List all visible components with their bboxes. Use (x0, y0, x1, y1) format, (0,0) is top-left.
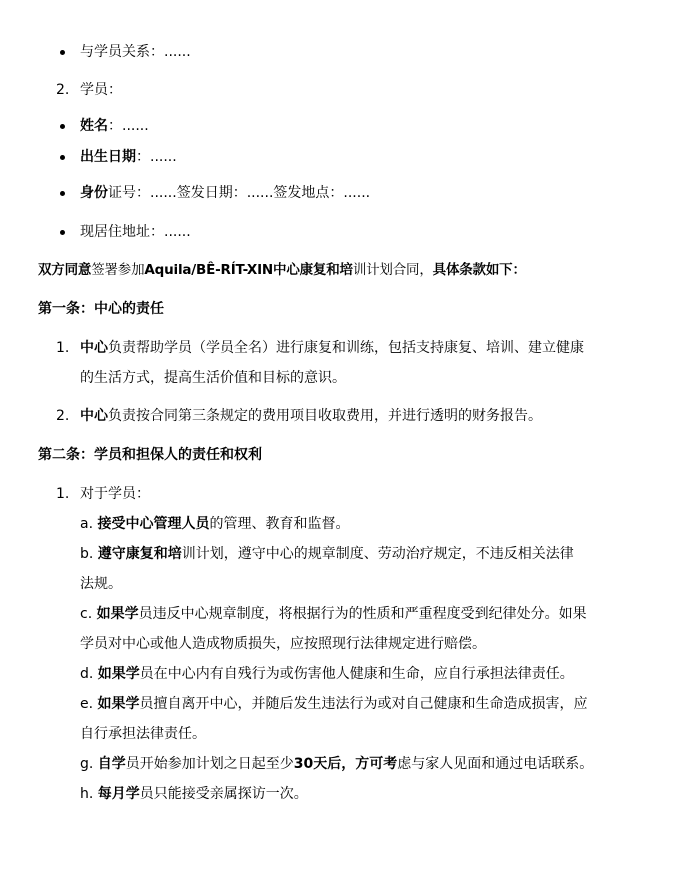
agreement-part2: 签署参加 (91, 262, 145, 278)
bullet-id (60, 191, 65, 196)
clause-c-bold: 如果学 (96, 606, 139, 622)
clause-e-bold: 如果学 (97, 696, 140, 712)
article1-title: 第一条：中心的责任 (38, 301, 164, 317)
name-line: 姓名：...... (80, 118, 149, 134)
agreement-part5: 具体条款如下： (432, 262, 526, 278)
article1-item1-number: 1. (56, 340, 70, 356)
clause-d-letter: d. (80, 666, 94, 682)
article1-item1-line2: 的生活方式，提高生活价值和目标的意识。 (80, 370, 346, 386)
article1-item2-bold: 中心 (80, 408, 108, 424)
clause-a-line (80, 514, 349, 534)
clause-g-line (80, 754, 593, 774)
clause-c-letter: c. (80, 606, 93, 622)
article1-item2-text1: 负责按合同第三条规定的费用项目收取费用，并进行透明的财务报告。 (108, 408, 542, 424)
issue-date-value: ...... (246, 185, 274, 201)
agreement-part3: Aquila/BÊ-RÍT-XIN中心康复和培 (144, 262, 353, 278)
clause-g-letter: g. (80, 756, 94, 772)
clause-e-line2: 自行承担法律责任。 (80, 726, 206, 742)
clause-b-bold: 遵守康复和培 (97, 546, 182, 562)
bullet-name (60, 124, 65, 129)
clause-c-text1: 员违反中心规章制度，将根据行为的性质和严重程度受到纪律处分。如果 (138, 606, 587, 622)
address-label: 现居住地址 (80, 224, 150, 240)
clause-g-bold1: 自学 (97, 756, 126, 772)
clause-c-line2: 学员对中心或他人造成物质损失，应按照现行法律规定进行赔偿。 (80, 636, 486, 652)
clause-d-bold: 如果学 (97, 666, 140, 682)
name-label: 姓名 (80, 118, 108, 134)
birth-line: 出生日期：...... (80, 149, 177, 165)
id-label-rest: 证号： (108, 185, 150, 201)
clause-e-text1: 员擅自离开中心，并随后发生违法行为或对自己健康和生命造成损害，应 (139, 696, 588, 712)
clause-d-line (80, 664, 574, 684)
id-value: ...... (150, 185, 177, 201)
relation-line: 与学员关系：...... (80, 44, 191, 60)
clause-g-text2: 虑与家人见面和通过电话联系。 (397, 756, 594, 772)
article2-item1-title: 对于学员： (80, 486, 150, 502)
student-section-number: 2. (56, 82, 70, 98)
article2-item1-number: 1. (56, 486, 70, 502)
agreement-part1: 双方同意 (38, 262, 92, 278)
student-section-title: 学员： (80, 82, 122, 98)
clause-h-bold: 每月学 (97, 786, 140, 802)
agreement-line (38, 260, 526, 280)
clause-b-line1 (80, 544, 574, 564)
clause-e-letter: e. (80, 696, 94, 712)
issue-place-value: ...... (343, 185, 371, 201)
bullet-address (60, 230, 65, 235)
id-line (80, 183, 370, 203)
clause-h-letter: h. (80, 786, 94, 802)
clause-g-text1: 员开始参加计划之日起至少 (125, 756, 294, 772)
address-value: ...... (164, 224, 191, 240)
clause-b-letter: b. (80, 546, 94, 562)
clause-c-line1 (80, 604, 587, 624)
clause-a-text: 的管理、教育和监督。 (209, 516, 350, 532)
clause-a-bold: 接受中心管理人员 (97, 516, 210, 532)
clause-h-line (80, 784, 308, 804)
birth-label: 出生日期 (80, 149, 136, 165)
article2-title: 第二条：学员和担保人的责任和权利 (38, 447, 262, 463)
relation-value: ...... (164, 44, 191, 60)
birth-value: ...... (150, 149, 177, 165)
clause-d-text: 员在中心内有自残行为或伤害他人健康和生命，应自行承担法律责任。 (139, 666, 574, 682)
bullet-birth (60, 155, 65, 160)
clause-h-text: 员只能接受亲属探访一次。 (139, 786, 308, 802)
issue-place-label: 签发地点： (273, 185, 344, 201)
issue-date-label: 签发日期： (176, 185, 247, 201)
article1-item1-text1: 负责帮助学员（学员全名）进行康复和训练，包括支持康复、培训、建立健康 (108, 340, 584, 356)
article1-item1-line1 (80, 338, 584, 358)
article1-item2-line1 (80, 406, 542, 426)
clause-b-text1: 训计划，遵守中心的规章制度、劳动治疗规定，不违反相关法律 (181, 546, 574, 562)
clause-b-line2: 法规。 (80, 576, 122, 592)
article1-item1-bold: 中心 (80, 340, 108, 356)
article1-item2-number: 2. (56, 408, 70, 424)
name-value: ...... (122, 118, 149, 134)
id-label-bold: 身份 (80, 185, 108, 201)
clause-e-line1 (80, 694, 588, 714)
address-line: 现居住地址：...... (80, 224, 191, 240)
clause-a-letter: a. (80, 516, 94, 532)
agreement-part4: 训计划合同， (352, 262, 433, 278)
clause-g-bold2: 30天后，方可考 (293, 756, 398, 772)
bullet-relation (60, 50, 65, 55)
relation-label: 与学员关系 (80, 44, 150, 60)
